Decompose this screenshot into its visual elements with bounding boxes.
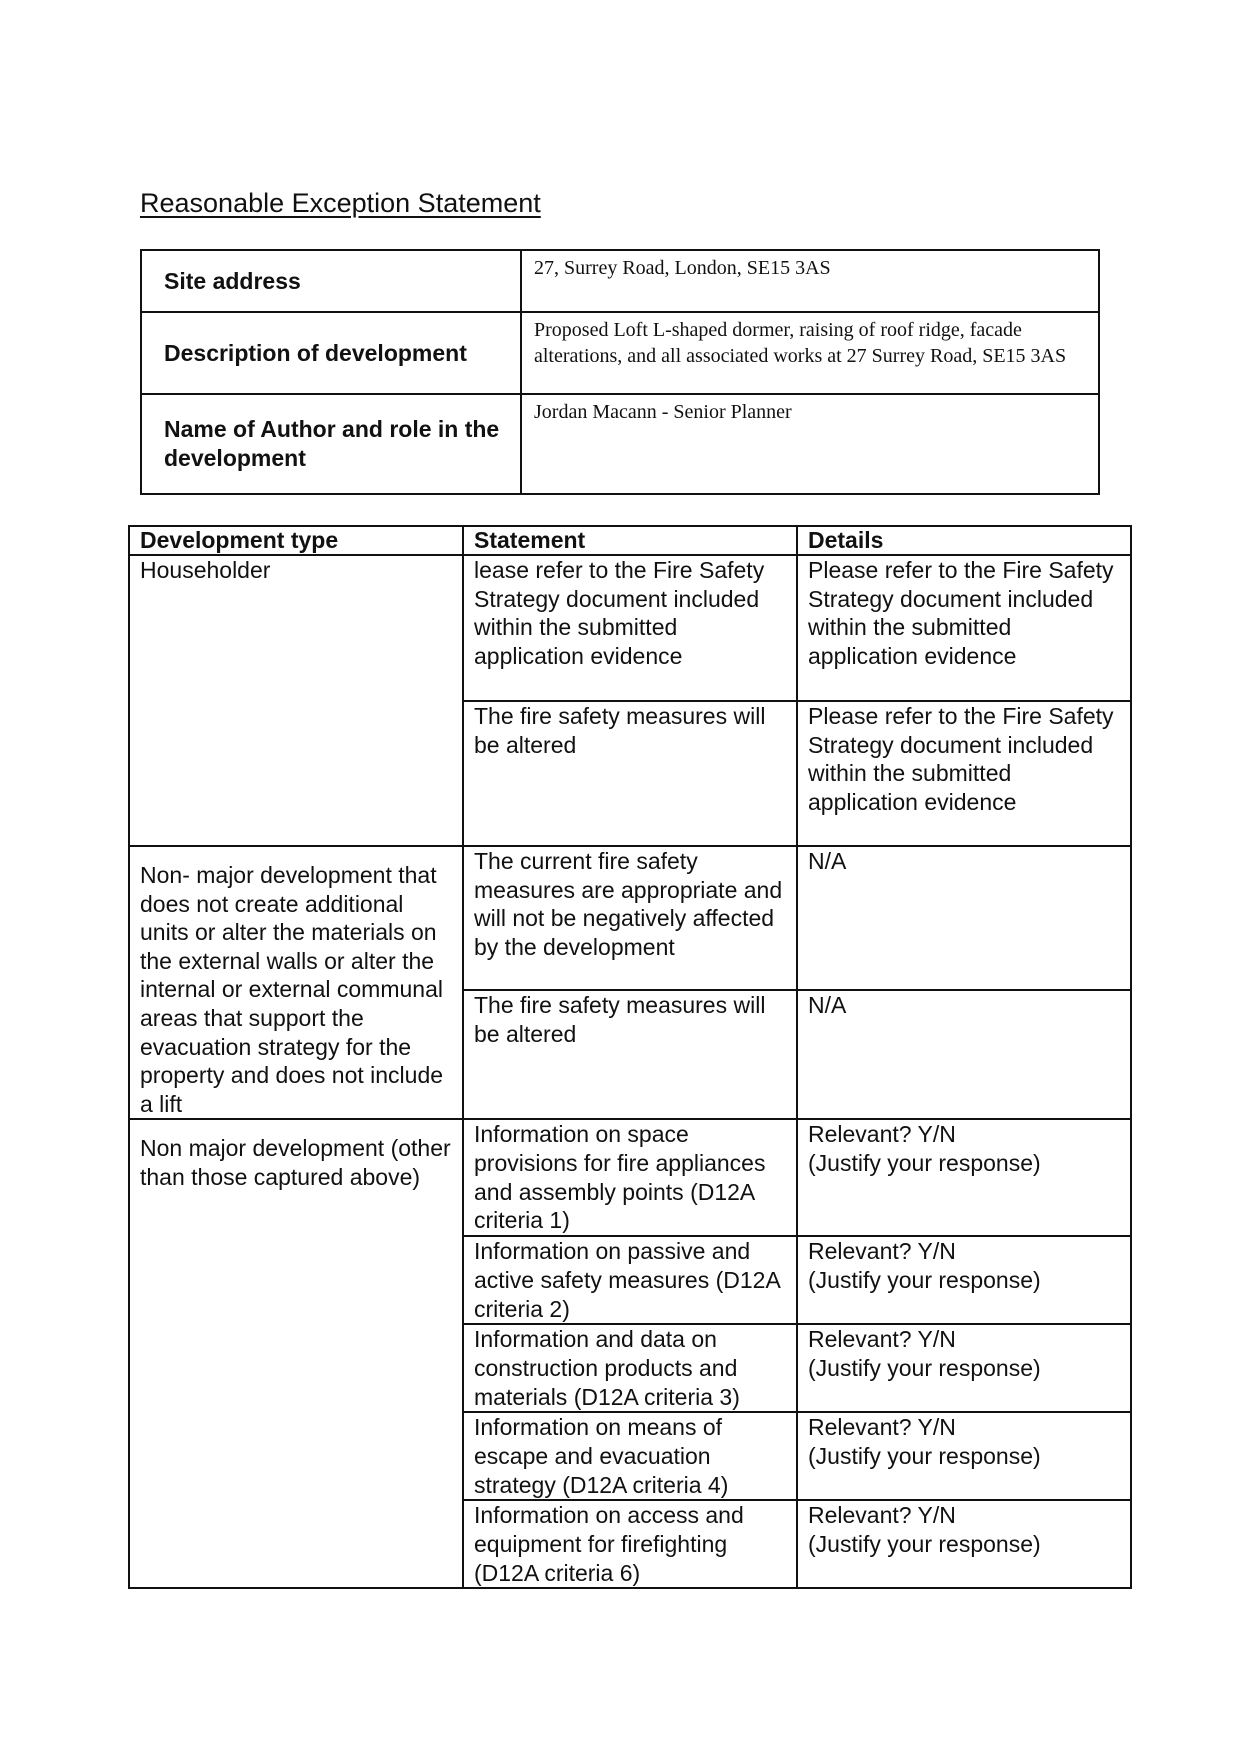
details-relevant: Relevant? Y/N [808, 1414, 956, 1441]
statement-cell: The current fire safety measures are appropriate and will not be negatively affected by the development [463, 846, 797, 990]
header-statement: Statement [463, 526, 797, 555]
table-header-row [129, 526, 1131, 555]
info-table [140, 249, 1100, 495]
description-row [141, 312, 1099, 394]
details-justify: (Justify your response) [808, 1266, 1041, 1293]
development-table [128, 525, 1132, 1589]
site-address-label: Site address [141, 250, 521, 312]
site-address-value: 27, Surrey Road, London, SE15 3AS [521, 250, 1099, 312]
author-row [141, 394, 1099, 494]
details-relevant: Relevant? Y/N [808, 1326, 956, 1353]
statement-cell: Information on access and equipment for firefighting (D12A criteria 6) [463, 1500, 797, 1588]
header-details: Details [797, 526, 1131, 555]
details-relevant: Relevant? Y/N [808, 1238, 956, 1265]
development-type-non-major-other: Non major development (other than those captured above) [129, 1119, 463, 1588]
statement-cell: The fire safety measures will be altered [463, 990, 797, 1119]
header-development-type: Development type [129, 526, 463, 555]
details-justify: (Justify your response) [808, 1149, 1041, 1176]
statement-cell: Information and data on construction products and materials (D12A criteria 3) [463, 1324, 797, 1412]
development-type-householder: Householder [129, 555, 463, 846]
table-row [129, 1119, 1131, 1236]
table-row [129, 555, 1131, 701]
statement-cell: Information on space provisions for fire appliances and assembly points (D12A criteria 1) [463, 1119, 797, 1236]
statement-cell: Information on means of escape and evacuation strategy (D12A criteria 4) [463, 1412, 797, 1500]
details-cell [797, 1324, 1131, 1412]
details-cell: Please refer to the Fire Safety Strategy document included within the submitted application evidence [797, 701, 1131, 846]
details-relevant: Relevant? Y/N [808, 1121, 956, 1148]
table-row [129, 846, 1131, 990]
statement-cell: The fire safety measures will be altered [463, 701, 797, 846]
author-value: Jordan Macann - Senior Planner [521, 394, 1099, 494]
details-relevant: Relevant? Y/N [808, 1502, 956, 1529]
description-label: Description of development [141, 312, 521, 394]
details-justify: (Justify your response) [808, 1530, 1041, 1557]
details-cell [797, 1412, 1131, 1500]
details-cell: N/A [797, 846, 1131, 990]
details-cell: Please refer to the Fire Safety Strategy document included within the submitted application evidence [797, 555, 1131, 701]
details-justify: (Justify your response) [808, 1354, 1041, 1381]
details-justify: (Justify your response) [808, 1442, 1041, 1469]
details-cell [797, 1236, 1131, 1324]
site-address-row [141, 250, 1099, 312]
details-cell: N/A [797, 990, 1131, 1119]
details-cell [797, 1119, 1131, 1236]
development-type-non-major-no-units: Non- major development that does not create additional units or alter the materials on the external walls or alter the internal or external communal areas that support the evacuation strategy for the property and does not include a lift [129, 846, 463, 1119]
statement-cell: lease refer to the Fire Safety Strategy document included within the submitted application evidence [463, 555, 797, 701]
statement-cell: Information on passive and active safety measures (D12A criteria 2) [463, 1236, 797, 1324]
details-cell [797, 1500, 1131, 1588]
description-value: Proposed Loft L-shaped dormer, raising of roof ridge, facade alterations, and all associated works at 27 Surrey Road, SE15 3AS [521, 312, 1099, 394]
page-title: Reasonable Exception Statement [140, 188, 541, 218]
author-label: Name of Author and role in the development [141, 394, 521, 494]
